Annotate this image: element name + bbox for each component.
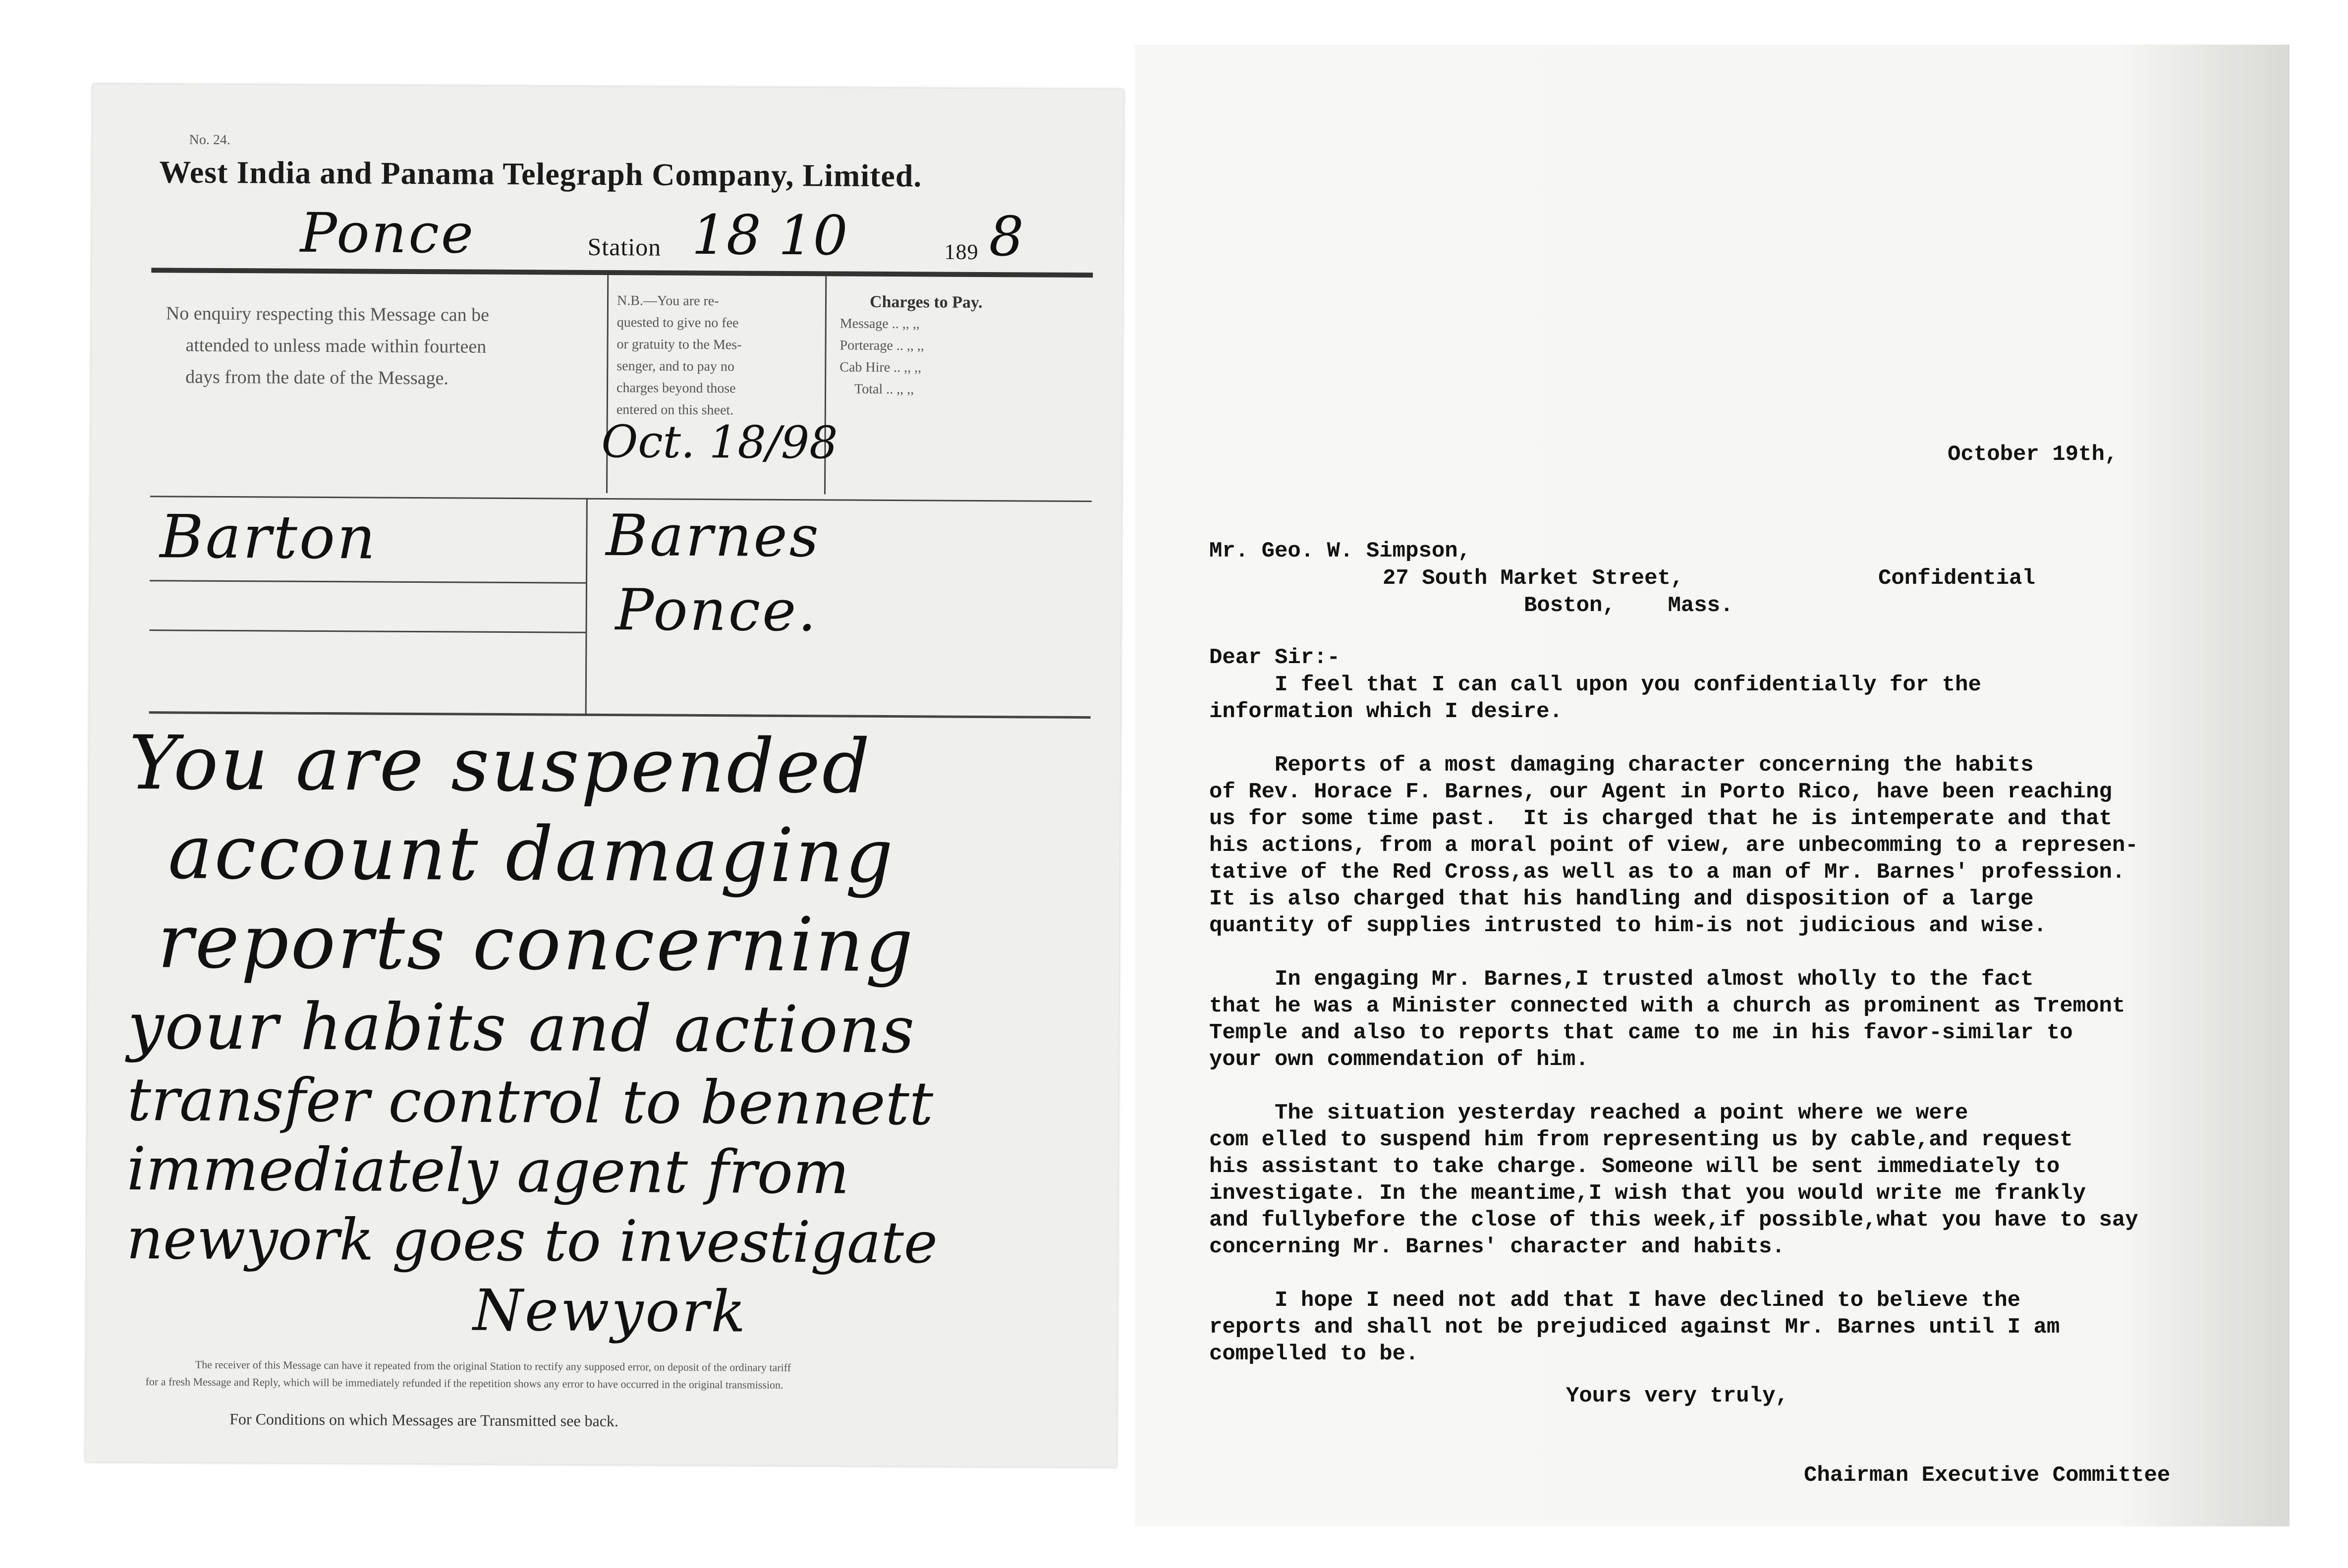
paragraph	[1209, 1100, 2138, 1260]
charges-title: Charges to Pay.	[869, 292, 983, 312]
text-line: his assistant to take charge. Someone will be sent immediately to	[1209, 1154, 2060, 1179]
company-name: West India and Panama Telegraph Company, Limited.	[159, 154, 922, 194]
nb-line: quested to give no fee	[616, 315, 739, 331]
text-line: information which I desire.	[1209, 699, 1563, 724]
text-line: your own commendation of him.	[1209, 1047, 1589, 1072]
signature-title: Chairman Executive Committee	[1804, 1463, 2171, 1488]
sender-name: Barton	[160, 503, 378, 573]
message-line: immediately agent from	[126, 1134, 850, 1208]
addressee: Mr. Geo. W. Simpson,	[1209, 539, 1471, 563]
message-line: transfer control to bennett	[127, 1065, 934, 1139]
text-line: and fullybefore the close of this week,if possible,what you have to say	[1209, 1208, 2138, 1232]
paragraph	[1209, 1287, 2138, 1367]
text-line: his actions, from a moral point of view, are unbecomming to a represen-	[1209, 833, 2138, 858]
text-line: concerning Mr. Barnes' character and habits.	[1209, 1234, 1785, 1259]
charge-row: Total .. ,, ,,	[854, 381, 914, 397]
notice-line: attended to unless made within fourteen	[185, 335, 487, 357]
divider	[585, 498, 588, 716]
fine-print-line: The receiver of this Message can have it repeated from the original Station to rectify any supposed error, on deposit of the ordinary tariff	[195, 1358, 791, 1374]
recipient-place: Ponce.	[615, 577, 819, 645]
nb-notice	[616, 290, 742, 421]
text-line: that he was a Minister connected with a church as prominent as Tremont	[1209, 994, 2125, 1018]
station-label: Station	[587, 232, 662, 261]
text-line: reports and shall not be prejudiced against Mr. Barnes until I am	[1209, 1315, 2060, 1340]
text-line: investigate. In the meantime,I wish that you would write me frankly	[1209, 1181, 2086, 1206]
text-line: The situation yesterday reached a point where we were	[1209, 1101, 1968, 1125]
text-line: quantity of supplies intrusted to him-is not judicious and wise.	[1209, 913, 2047, 938]
text-line: I feel that I can call upon you confidentially for the	[1209, 672, 1981, 697]
address-street: 27 South Market Street,	[1383, 566, 1684, 591]
header-rule	[151, 268, 1093, 278]
paragraph	[1209, 672, 2138, 725]
text-line: It is also charged that his handling and disposition of a large	[1209, 887, 2034, 911]
text-line: of Rev. Horace F. Barnes, our Agent in Porto Rico, have been reaching	[1209, 780, 2112, 804]
text-line: compelled to be.	[1209, 1342, 1419, 1366]
origin-handwritten: Newyork	[472, 1277, 748, 1345]
letter-date: October 19th,	[1948, 442, 2118, 467]
message-line: newyork goes to investigate	[126, 1205, 938, 1277]
charges-box	[839, 291, 983, 401]
message-body	[126, 719, 941, 1278]
salutation: Dear Sir:-	[1209, 645, 1341, 670]
nb-line: charges beyond those	[616, 380, 736, 396]
station-handwritten: Ponce	[300, 201, 476, 266]
rule	[150, 580, 586, 584]
nb-line: N.B.—You are re-	[616, 293, 719, 309]
text-line: In engaging Mr. Barnes,I trusted almost wholly to the fact	[1209, 967, 2034, 992]
recipient-name: Barnes	[606, 503, 821, 570]
nb-line: or gratuity to the Mes-	[616, 336, 742, 353]
date-handwritten: 18 10	[691, 203, 848, 268]
paragraph	[1209, 752, 2138, 939]
charge-row: Message .. ,, ,,	[839, 316, 920, 332]
text-line: com elled to suspend him from representing us by cable,and request	[1209, 1127, 2073, 1152]
address-city: Boston, Mass.	[1524, 593, 1733, 618]
confidential-marking: Confidential	[1878, 566, 2035, 591]
telegram-form	[86, 84, 1124, 1467]
closing: Yours very truly,	[1566, 1384, 1789, 1408]
nb-line: entered on this sheet.	[616, 402, 734, 418]
notice-line: days from the date of the Message.	[185, 366, 449, 389]
rule	[149, 711, 1091, 719]
typed-letter	[1135, 45, 2290, 1526]
message-line: reports concerning	[157, 898, 915, 989]
text-line: tative of the Red Cross,as well as to a man of Mr. Barnes' profession.	[1209, 860, 2125, 885]
year-printed: 189	[944, 239, 979, 264]
letter-body	[1209, 672, 2138, 1367]
received-date: Oct. 18/98	[601, 415, 838, 469]
text-line: I hope I need not add that I have declined to believe the	[1209, 1288, 2021, 1313]
charge-row: Porterage .. ,, ,,	[839, 337, 924, 354]
rule	[150, 629, 586, 633]
fine-print-line: for a fresh Message and Reply, which will be immediately refunded if the repetition shows any error to have occurred in the original transmission.	[145, 1375, 783, 1391]
message-line: your habits and actions	[127, 988, 916, 1068]
enquiry-notice	[166, 297, 489, 394]
notice-line: No enquiry respecting this Message can be	[166, 303, 490, 326]
text-line: Temple and also to reports that came to me in his favor-similar to	[1209, 1020, 2073, 1045]
year-handwritten: 8	[989, 205, 1026, 269]
paragraph	[1209, 966, 2138, 1073]
text-line: us for some time past. It is charged that he is intemperate and that	[1209, 806, 2112, 831]
message-line: You are suspended	[128, 720, 872, 810]
charge-row: Cab Hire .. ,, ,,	[839, 359, 922, 376]
text-line: Reports of a most damaging character concerning the habits	[1209, 753, 2034, 778]
conditions-note: For Conditions on which Messages are Transmitted see back.	[229, 1410, 619, 1430]
form-number: No. 24.	[189, 132, 231, 148]
message-line: account damaging	[168, 809, 895, 900]
nb-line: senger, and to pay no	[616, 358, 734, 375]
rule	[150, 496, 1092, 502]
